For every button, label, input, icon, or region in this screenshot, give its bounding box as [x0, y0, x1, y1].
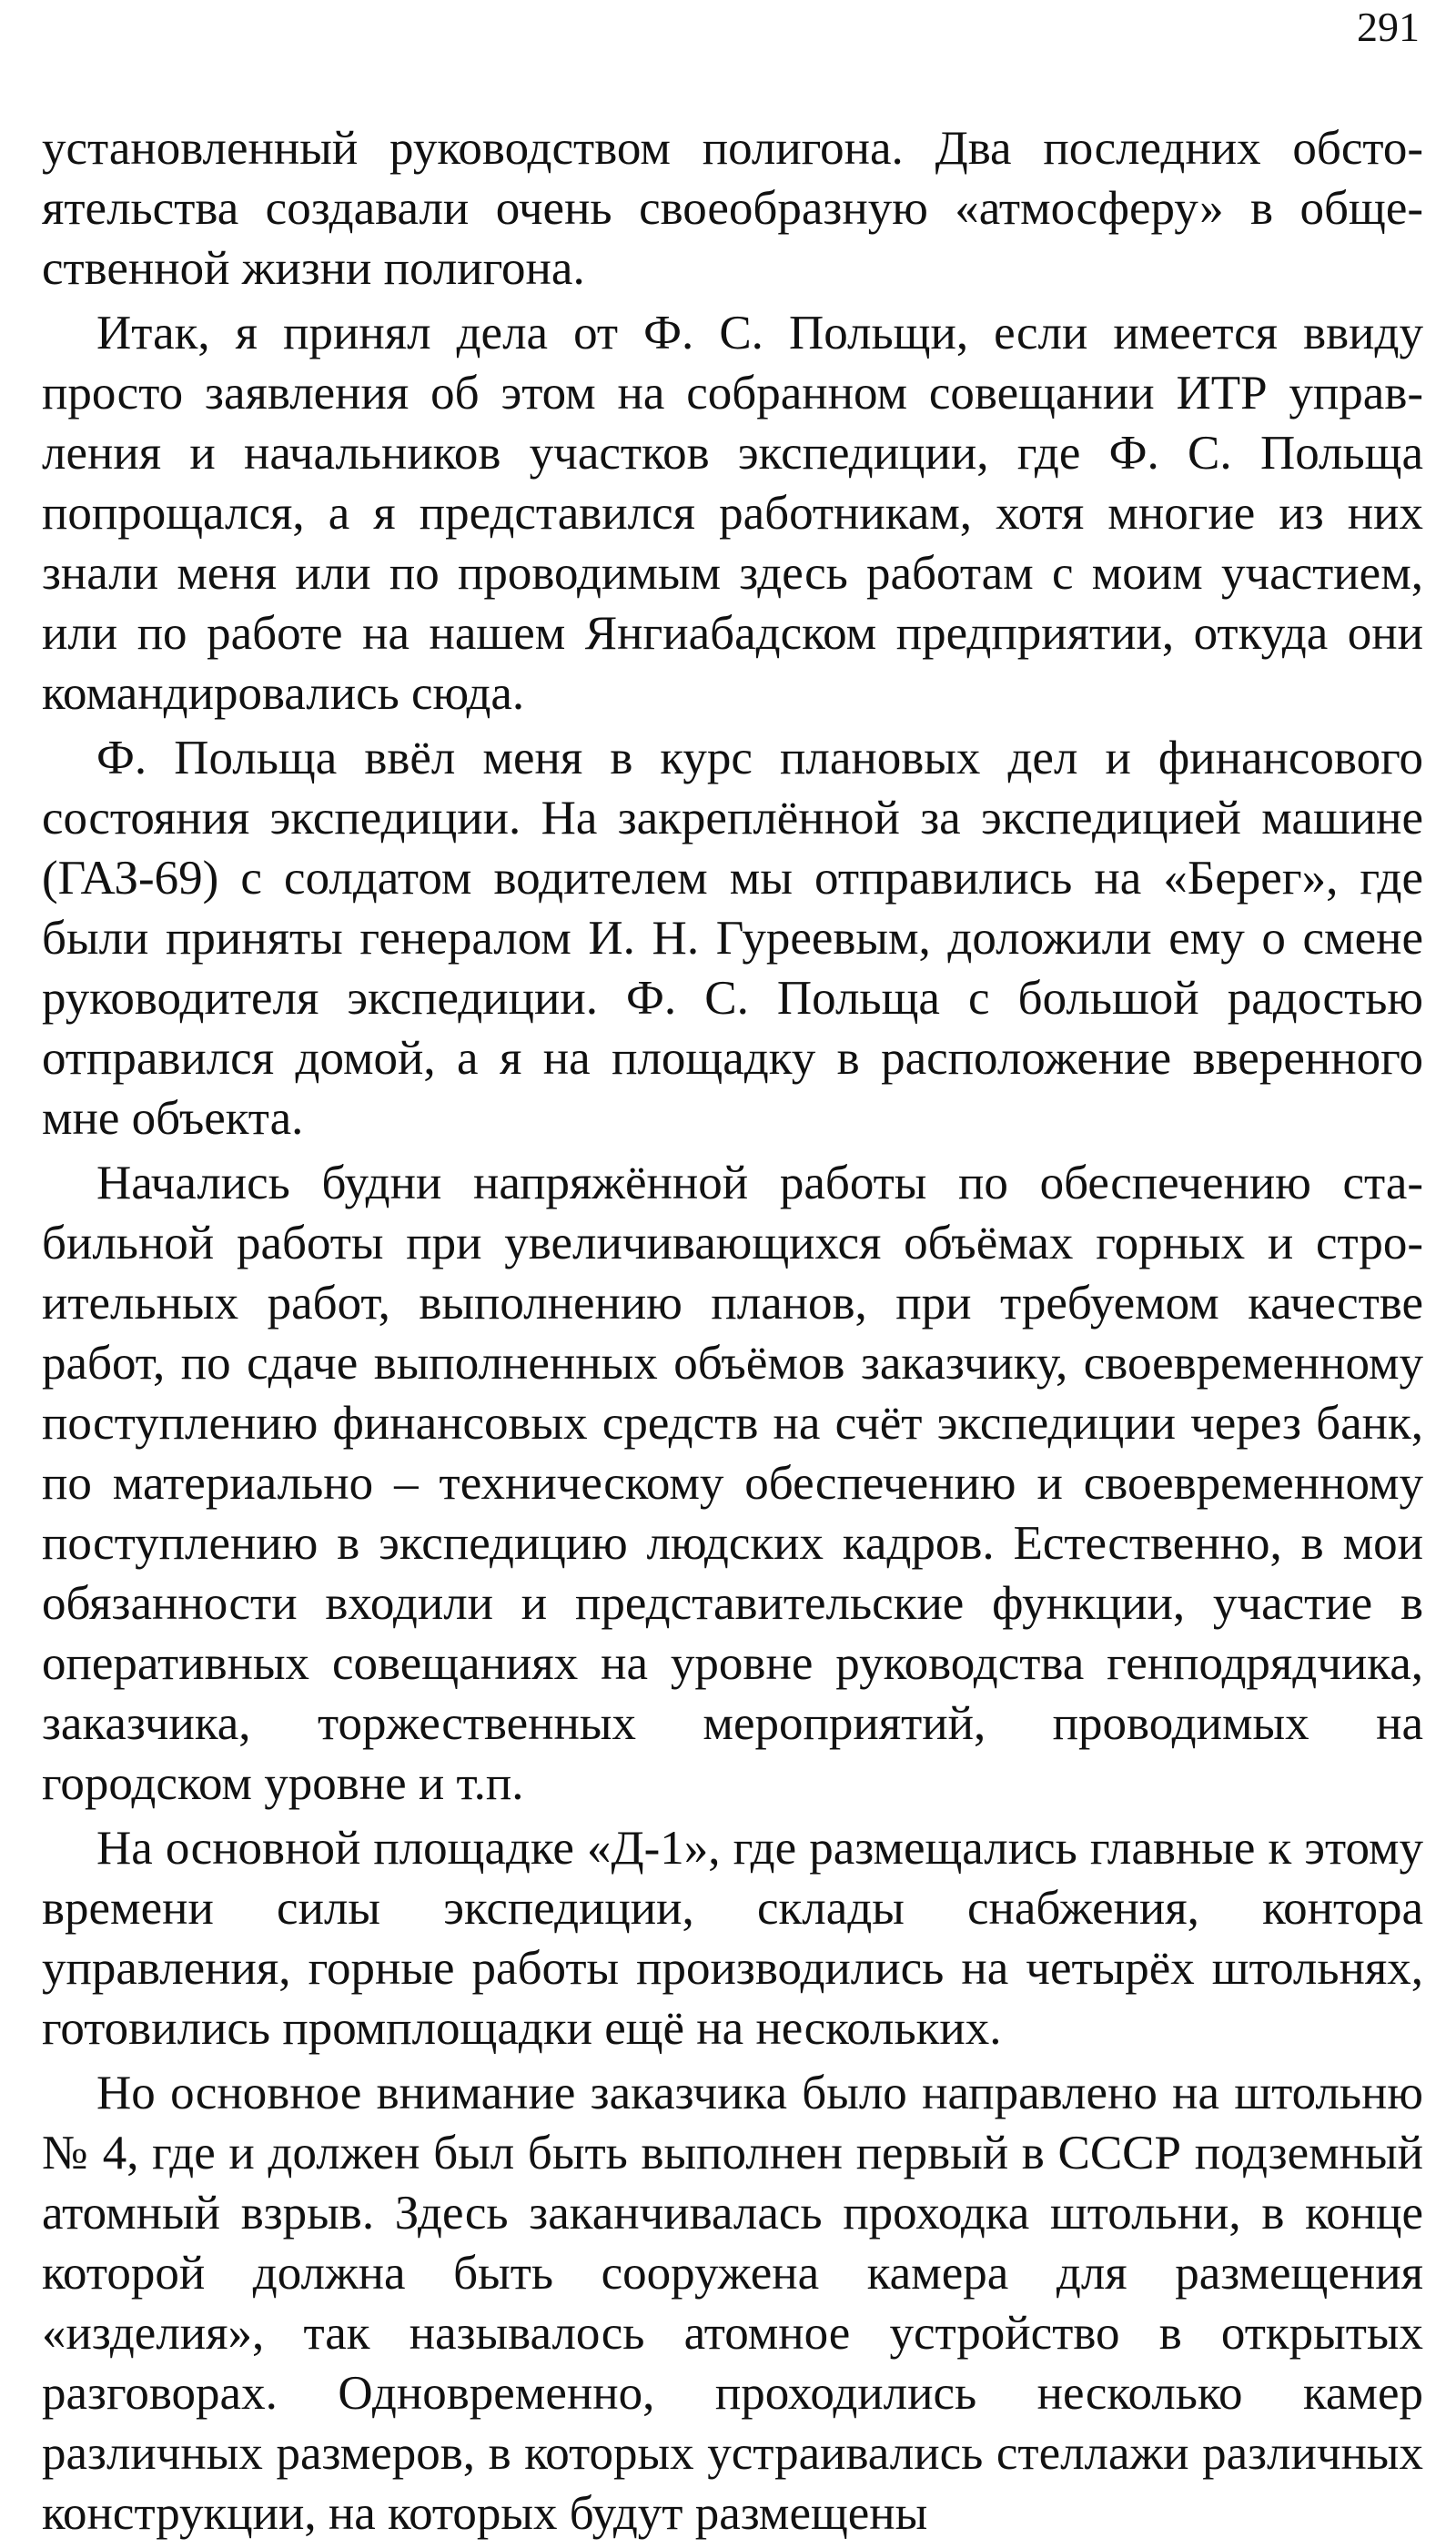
page-number: 291: [1357, 4, 1420, 50]
paragraph-1: установленный руководством полигона. Два последних обстоятельства создавали очень своеобразную «атмосферу» в общественной жизни полигона.: [42, 122, 1423, 295]
paragraph-3: Ф. Польща ввёл меня в курс плановых дел и финансового состояния экспедиции. На закреплённой за экспедицией машине (ГАЗ-69) с солдатом водителем мы отправились на «Берег», где были приняты генералом И. Н. Гуреевым, доложили ему о смене руководителя экспедиции. Ф. С. Польща с большой радостью отправился домой, а я на площадку в расположение вверенного мне объекта.: [42, 732, 1423, 1145]
paragraph-2: Итак, я принял дела от Ф. С. Польщи, если имеется ввиду просто заявления об этом на собранном совещании ИТР управления и начальников участков экспедиции, где Ф. С. Польща попрощался, а я представился работникам, хотя многие из них знали меня или по проводимым здесь работам с моим участием, или по работе на нашем Янгиабадском предприятии, откуда они командировались сюда.: [42, 307, 1423, 720]
paragraph-4: Начались будни напряжённой работы по обеспечению стабильной работы при увеличивающихся объёмах горных и строительных работ, выполнению планов, при требуемом качестве работ, по сдаче выполненных объёмов заказчику, своевременному поступлению финансовых средств на счёт экспедиции через банк, по материально – техническому обеспечению и своевременному поступлению в экспедицию людских кадров. Естественно, в мои обязанности входили и представительские функции, участие в оперативных совещаниях на уровне руководства генподрядчика, заказчика, торжественных мероприятий, проводимых на городском уровне и т.п.: [42, 1157, 1423, 1810]
page-body: [42, 118, 1423, 2548]
paragraph-5: На основной площадке «Д-1», где размещались главные к этому времени силы экспедиции, склады снабжения, контора управления, горные работы производились на четырёх штольнях, готовились промплощадки ещё на нескольких.: [42, 1822, 1423, 2055]
paragraph-6: Но основное внимание заказчика было направлено на штольню № 4, где и должен был быть выполнен первый в СССР подземный атомный взрыв. Здесь заканчивалась проходка штольни, в конце которой должна быть сооружена камера для размещения «изделия», так называлось атомное устройство в открытых разговорах. Одновременно, проходились несколько камер различных размеров, в которых устраивались стеллажи различных конструкции, на которых будут размещены: [42, 2067, 1423, 2540]
